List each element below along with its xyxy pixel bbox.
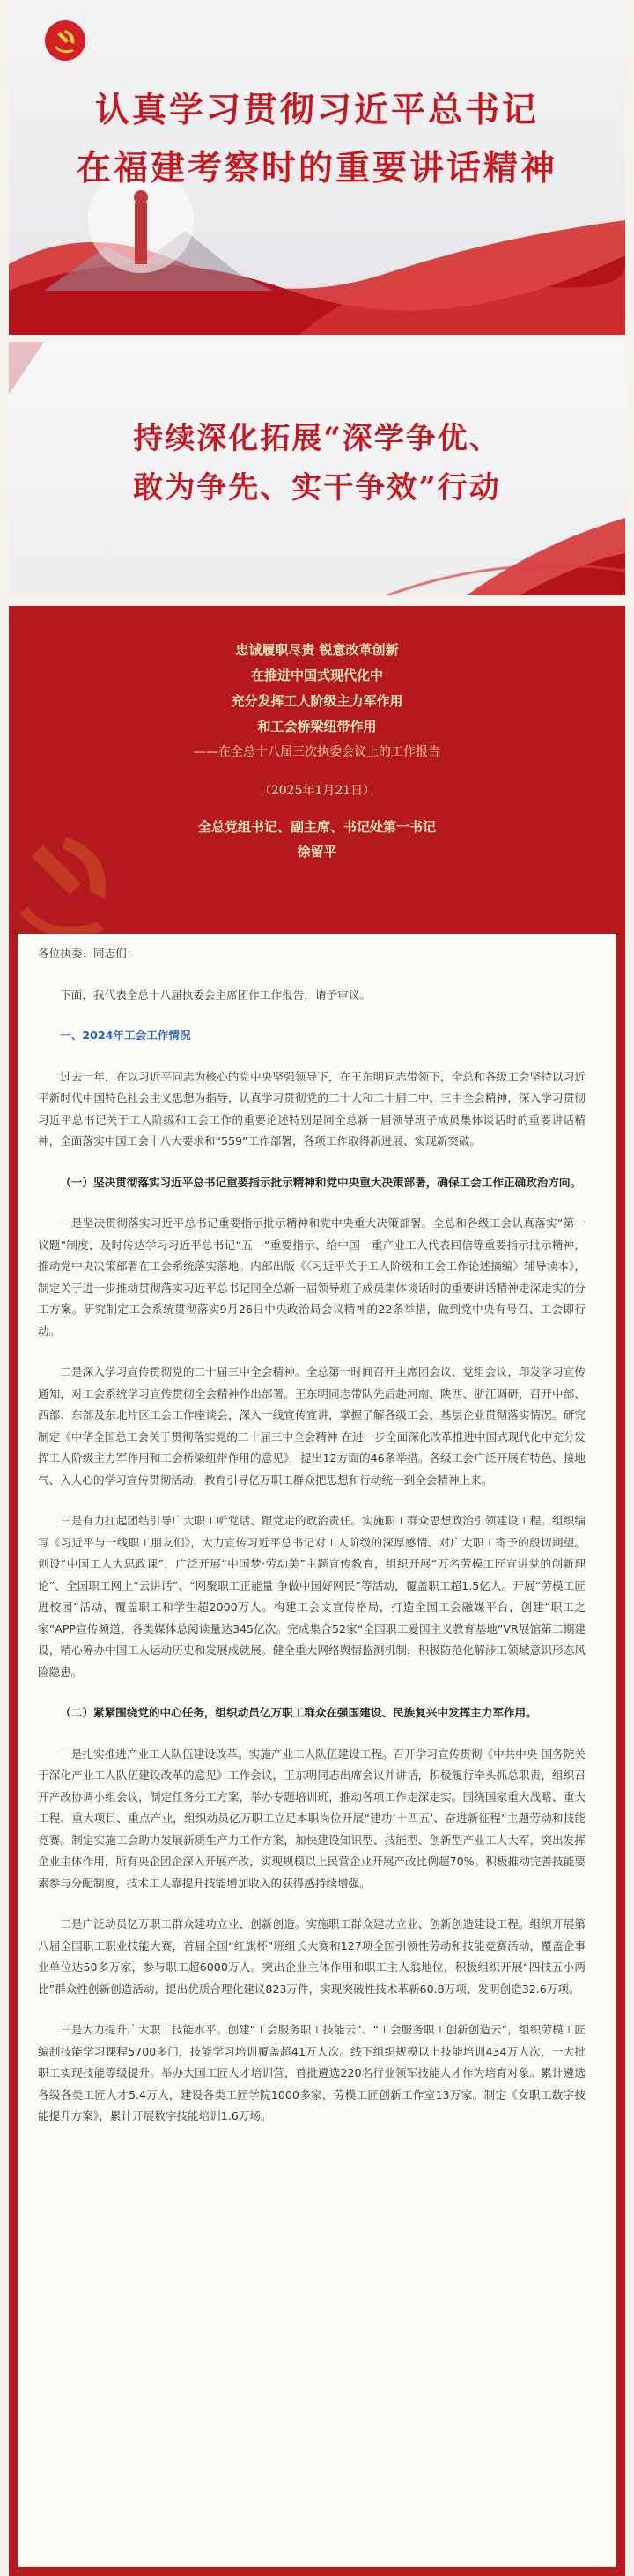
banner2-title-line2: 敢为争先、实干争效”行动: [133, 470, 501, 506]
intro-paragraph: 下面，我代表全总十八届执委会主席团作工作报告，请予审议。: [60, 987, 371, 1001]
paragraph: 二是深入学习宣传贯彻党的二十届三中全会精神。全总第一时间召开主席团会议、党组会议，印发学习宣传通知，对工会系统学习宣传贯彻全会精神作出部署。王东明同志带队先后赴河南、陕西、浙江调研，召开中部、西部、东部及东北片区工会工作座谈会，深入一线宣传宣讲，掌握了解各级工会、基层企业贯彻落实情况。研究制定《中华全国总工会关于贯彻落实党的二十届三中全会精神 在进一步全面深化改革推进中国式现代化中充分发挥工人阶级主力军作用和工会桥梁纽带作用的意见》，提出12方面的46条举措。各级工会广泛开展有特色、接地气、入人心的学习宣传贯彻活动，教育引导亿万职工群众把思想和行动统一到全会精神上来。: [38, 1365, 586, 1487]
report-headline-1: 忠诚履职尽责 锐意改革创新: [235, 642, 399, 658]
subsection-heading-2: （二）紧紧围绕党的中心任务，组织动员亿万职工群众在强国建设、民族复兴中发挥主力军作用。: [60, 1706, 537, 1719]
work-report-section: [9, 606, 625, 2576]
paragraph: 一是坚决贯彻落实习近平总书记重要指示批示精神和党中央重大决策部署。全总和各级工会认真落实“第一议题”制度，及时传达学习习近平总书记“五一”重要指示、给中国一重产业工人代表回信等重要指示批示精神，推动党中央决策部署在工会系统落实落地。内部出版《〈习近平关于工人阶级和工会工作论述摘编〉辅导读本》，制定关于进一步推动贯彻落实习近平总书记同全总新一届领导班子成员集体谈话时的重要讲话精神走深走实的分工方案。研究制定工会系统贯彻落实9月26日中央政治局会议精神的22条举措，做到党中央有号召、工会即行动。: [38, 1216, 586, 1338]
banner1-title-line1: 认真学习贯彻习近平总书记: [94, 90, 539, 130]
banner-action-campaign: [9, 342, 625, 595]
paragraph: 二是广泛动员亿万职工群众建功立业、创新创造。实施职工群众建功立业、创新创造建设工程。组织开展第八届全国职工职业技能大赛，首届全国“红旗杯”班组长大赛和127项全国引领性劳动和技能竞赛活动，覆盖企事业单位达50多万家，参与职工超6000万人。突出企业主体作用和职工主人翁地位，积极组织开展“四技五小两比”群众性创新创造活动，提出优质合理化建议823万件，实现突破性技术革新60.8万项、发明创造32.6万项。: [38, 1917, 586, 1996]
greeting: 各位执委、同志们：: [38, 947, 138, 960]
report-body: [18, 934, 616, 2567]
party-emblem-icon: [44, 19, 86, 62]
report-headline-2: 在推进中国式现代化中: [250, 668, 383, 683]
report-headline-4: 和工会桥梁纽带作用: [257, 719, 377, 734]
report-author-title: 全总党组书记、副主席、书记处第一书记: [197, 819, 436, 835]
paragraph: 过去一年，在以习近平同志为核心的党中央坚强领导下，在王东明同志带领下，全总和各级工会坚持以习近平新时代中国特色社会主义思想为指导，认真学习贯彻党的二十大和二十届二中、三中全会精神，深入学习贯彻习近平总书记关于工人阶级和工会工作的重要论述特别是同全总新一届领导班子成员集体谈话时的重要讲话精神，全面落实中国工会十八大要求和“559”工作部署，各项工作取得新进展、实现新突破。: [38, 1069, 586, 1148]
report-subtitle: ——在全总十八届三次执委会议上的工作报告: [194, 745, 440, 759]
banner-study-speech: [9, 0, 625, 335]
report-date: （2025年1月21日）: [258, 784, 376, 798]
report-headline-3: 充分发挥工人阶级主力军作用: [231, 693, 403, 709]
subsection-heading-1: （一）坚决贯彻落实习近平总书记重要指示批示精神和党中央重大决策部署，确保工会工作正确政治方向。: [60, 1175, 582, 1189]
paragraph: 三是有力扛起团结引导广大职工听党话、跟党走的政治责任。实施职工群众思想政治引领建设工程。组织编写《习近平与一线职工朋友们》，大力宣传习近平总书记对工人阶级的深厚感情、对广大职工寄予的殷切期望。创设“中国工人大思政课”，广泛开展“中国梦·劳动美”主题宣传教育，组织开展“万名劳模工匠宣讲党的创新理论”、全国职工网上“云讲话”、“网聚职工正能量 争做中国好网民”等活动，覆盖职工超1.5亿人。开展“劳模工匠进校园”活动，覆盖职工和学生超2000万人。构建工会文宣传格局，打造全国工会融媒平台，创建“职工之家”APP宣传频道，各类媒体总阅读量达345亿次。完成集合52家“全国职工爱国主义教育基地”VR展馆第二期建设，精心筹办中国工人运动历史和发展成就展。健全重大网络舆情监测机制，积极防范化解涉工领域意识形态风险隐患。: [38, 1514, 586, 1679]
paragraph: 三是大力提升广大职工技能水平。创建“工会服务职工技能云”、“工会服务职工创新创造云”，组织劳模工匠编制技能学习课程5700多门，技能学习培训覆盖超41万人次。线下组织规模以上技能培训434万人次，一大批职工实现技能等级提升。举办大国工匠人才培训营，首批遴选220名行业领军技能人才作为培育对象。累计遴选各级各类工匠人才5.4万人，建设各类工匠学院1000多家，劳模工匠创新工作室13万家。制定《女职工数字技能提升方案》，累计开展数字技能培训1.6万场。: [38, 2023, 586, 2122]
banner2-title-line1: 持续深化拓展“深学争优、: [133, 421, 501, 456]
report-author-name: 徐留平: [297, 844, 337, 860]
section-heading-1: 一、2024年工会工作情况: [60, 1029, 191, 1042]
report-heading: [9, 606, 625, 864]
banner1-title-line2: 在福建考察时的重要讲话精神: [76, 148, 557, 188]
paragraph: 一是扎实推进产业工人队伍建设改革。实施产业工人队伍建设工程。召开学习宣传贯彻《中共中央 国务院关于深化产业工人队伍建设改革的意见》工作会议，王东明同志出席会议并讲话，积极履行牵头抓总职责，组织召开产改协调小组会议，制定任务分工方案，举办专题培训班，推动各项工作走深走实。围绕国家重大战略、重大工程、重大项目、重点产业，组织动员亿万职工立足本职岗位开展“建功‘十四五’、奋进新征程”主题劳动和技能竞赛。制定实施工会助力发展新质生产力工作方案，加快建设知识型、技能型、创新型产业工人大军，突出发挥企业主体作用，所有央企团企深入开展产改，实现规模以上民营企业开展产改比例超70%。积极推动完善技能要素参与分配制度，技术工人靠提升技能增加收入的获得感持续增强。: [38, 1746, 586, 1890]
